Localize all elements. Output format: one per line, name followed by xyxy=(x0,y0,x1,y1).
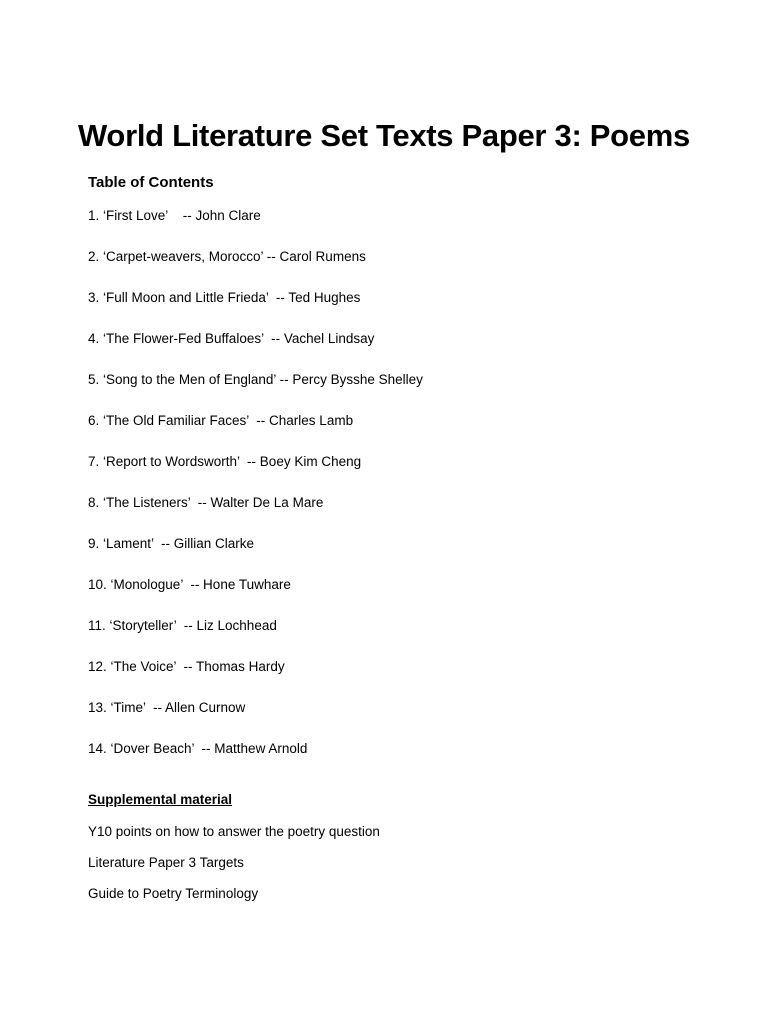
toc-item: 6. ‘The Old Familiar Faces’ -- Charles Lamb xyxy=(88,413,354,428)
toc-item: 7. ‘Report to Wordsworth’ -- Boey Kim Cheng xyxy=(88,454,362,469)
toc-item: 11. ‘Storyteller’ -- Liz Lochhead xyxy=(88,618,277,633)
supplemental-item: Literature Paper 3 Targets xyxy=(88,855,244,870)
toc-item: 4. ‘The Flower-Fed Buffaloes’ -- Vachel Lindsay xyxy=(88,331,375,346)
toc-item: 1. ‘First Love’ -- John Clare xyxy=(88,208,261,223)
toc-item: 2. ‘Carpet-weavers, Morocco’ -- Carol Rumens xyxy=(88,249,366,264)
toc-list xyxy=(88,207,423,781)
page-title: World Literature Set Texts Paper 3: Poems xyxy=(78,118,690,153)
supplemental-item: Guide to Poetry Terminology xyxy=(88,886,259,901)
toc-item: 9. ‘Lament’ -- Gillian Clarke xyxy=(88,536,255,551)
supplemental-item: Y10 points on how to answer the poetry question xyxy=(88,824,380,839)
toc-item: 14. ‘Dover Beach’ -- Matthew Arnold xyxy=(88,741,308,756)
supplemental-heading: Supplemental material xyxy=(88,792,233,807)
supplemental-list xyxy=(88,823,380,916)
toc-item: 8. ‘The Listeners’ -- Walter De La Mare xyxy=(88,495,324,510)
toc-item: 12. ‘The Voice’ -- Thomas Hardy xyxy=(88,659,285,674)
toc-item: 5. ‘Song to the Men of England’ -- Percy Bysshe Shelley xyxy=(88,372,423,387)
toc-item: 13. ‘Time’ -- Allen Curnow xyxy=(88,700,246,715)
toc-item: 3. ‘Full Moon and Little Frieda’ -- Ted Hughes xyxy=(88,290,361,305)
toc-item: 10. ‘Monologue’ -- Hone Tuwhare xyxy=(88,577,291,592)
toc-heading: Table of Contents xyxy=(88,174,214,191)
